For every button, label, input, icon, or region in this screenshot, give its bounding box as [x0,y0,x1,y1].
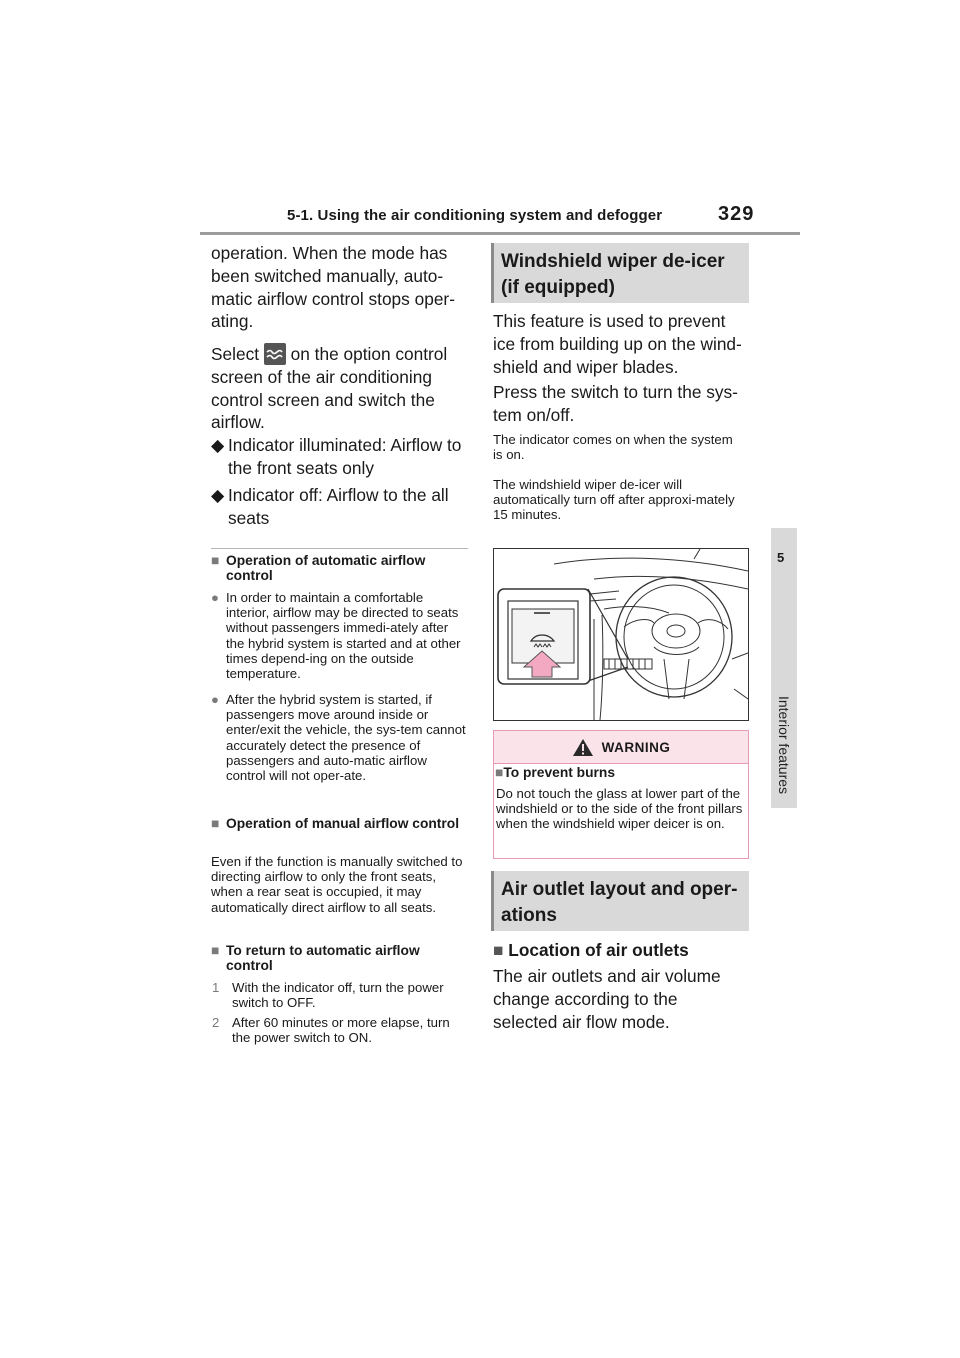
bullet-indicator-off [211,484,473,530]
warning-subheading: ■To prevent burns [495,765,616,780]
square-bullet-icon: ■ [211,816,220,831]
warning-title: WARNING [601,739,671,755]
air-outlet-section-heading: Air outlet layout and oper-ations [491,871,749,931]
note-heading-auto: ■ Operation of automatic airflow control [211,553,426,584]
bullet-icon: ◆ [211,435,225,455]
circle-bullet-icon: ● [211,692,219,707]
deicer-description: This feature is used to prevent ice from building up on the wind-shield and wiper blades. [493,311,742,377]
deicer-switch-illustration [493,548,749,721]
warning-triangle-icon [572,738,594,757]
step-item: 2 After 60 minutes or more elapse, turn the power switch to ON. [212,1015,450,1046]
dashboard-drawing [494,549,748,720]
deicer-indicator-note: The indicator comes on when the system is on. [493,432,733,463]
manual-note-text: Even if the function is manually switched to directing airflow to only the front seats, when a rear seat is occupied, it may automatically direct airflow to all seats. [211,854,463,915]
chapter-label-text: Interior features [776,695,792,795]
note-item: ● In order to maintain a comfortable interior, airflow may be directed to seats without passengers immedi-ately after the hybrid system is started and at other times depend-ing on the outside temperature. [211,590,461,682]
circle-bullet-icon: ● [211,590,219,605]
deicer-timeout-note: The windshield wiper de-icer will automatically turn off after approxi-mately 15 minutes. [493,477,735,523]
select-text: Select [211,344,264,364]
note-heading-return: ■ To return to automatic airflow control [211,943,420,974]
location-heading: ■ Location of air outlets [493,940,689,960]
bullet-text: Indicator off: Airflow to the all seats [228,485,449,528]
square-bullet-icon: ■ [493,940,504,960]
select-text-rest: on the option control screen of the air conditioning control screen and switch the airflow. [211,344,448,433]
warning-body: Do not touch the glass at lower part of the windshield or to the side of the front pillars when the windshield wiper deicer is on. [496,786,743,832]
chapter-number: 5 [777,550,785,565]
square-bullet-icon: ■ [211,553,220,568]
square-bullet-icon: ■ [211,943,220,958]
header-divider [200,232,800,235]
notes-divider [211,548,468,549]
note-item: ● After the hybrid system is started, if passengers move around inside or enter/exit the vehicle, the sys-tem cannot accurately detect the presence of passengers and auto-matic airflow control will not oper-ate. [211,692,466,784]
airflow-mode-paragraph: operation. When the mode has been switched manually, auto-matic airflow control stops oper-ating. [211,243,455,332]
chapter-label [771,690,797,800]
square-bullet-icon: ■ [495,765,504,780]
page-number: 329 [718,203,755,225]
bullet-indicator-on [211,434,473,480]
airflow-seats-icon [264,343,286,365]
warning-header [494,731,748,764]
bullet-text: Indicator illuminated: Airflow to the front seats only [228,435,462,478]
outlet-description: The air outlets and air volume change according to the selected air flow mode. [493,966,721,1032]
section-title: 5-1. Using the air conditioning system and defogger [287,207,663,224]
deicer-instruction: Press the switch to turn the sys-tem on/off. [493,382,738,425]
step-item: 1 With the indicator off, turn the power switch to OFF. [212,980,444,1011]
deicer-section-heading: Windshield wiper de-icer (if equipped) [491,243,749,303]
select-airflow-paragraph [211,343,473,434]
note-heading-manual: ■ Operation of manual airflow control [211,816,460,831]
bullet-icon: ◆ [211,485,225,505]
